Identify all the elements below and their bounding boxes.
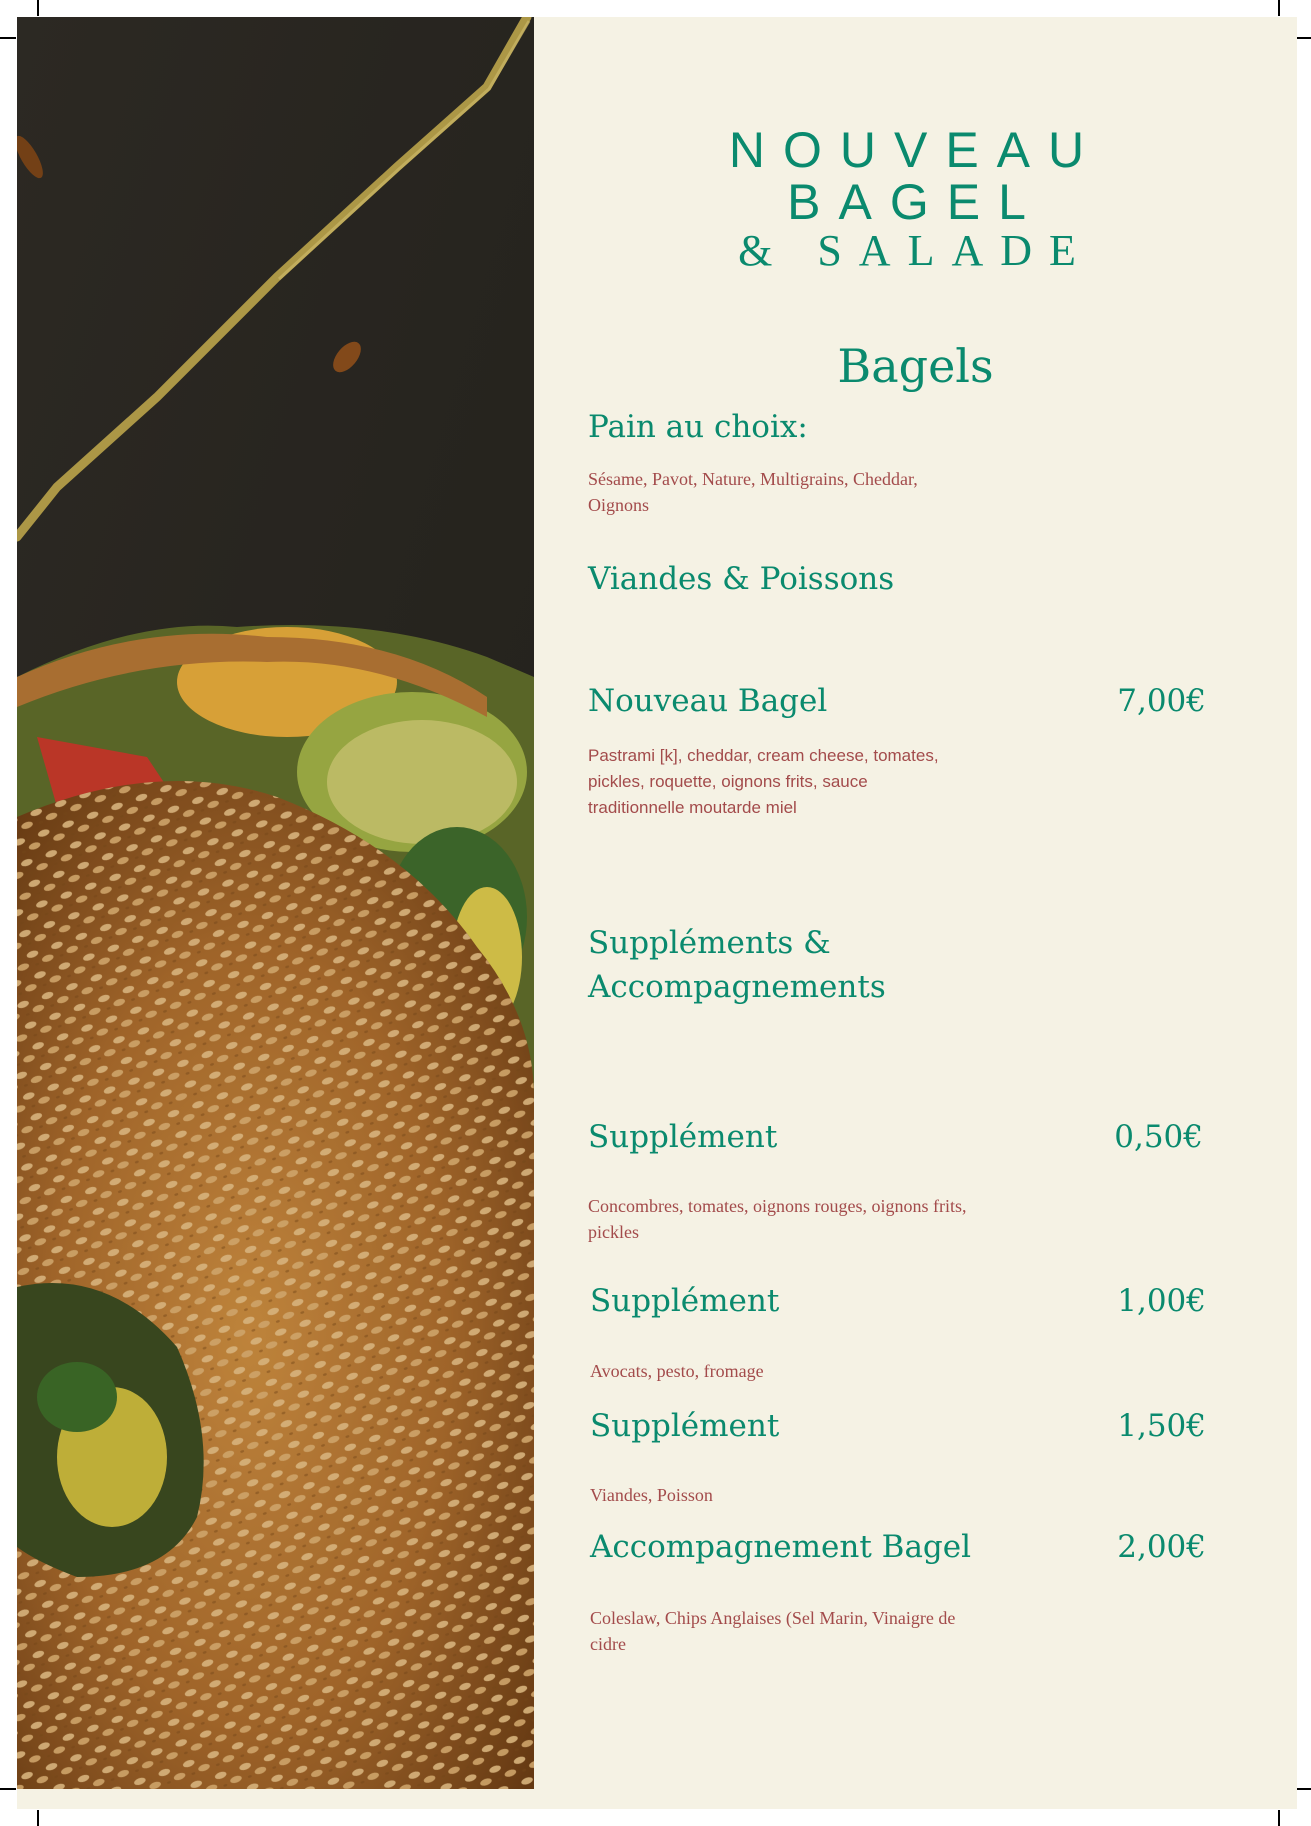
extra-item-name: Supplément [590, 1283, 780, 1319]
menu-item-price: 7,00€ [1117, 683, 1206, 719]
crop-mark-top-right-v [1278, 0, 1280, 16]
extra-item-description: Avocats, pesto, fromage [590, 1361, 764, 1381]
crop-mark-top-left-v [37, 0, 39, 16]
menu-content [534, 17, 1297, 1809]
menu-item-description: Pastrami [k], cheddar, cream cheese, tomates, pickles, roquette, oignons frits, sauce traditionnelle moutarde miel [588, 746, 939, 817]
menu-page [17, 17, 1297, 1809]
crop-mark-bottom-right-h [1297, 1788, 1311, 1790]
extra-item-name: Accompagnement Bagel [590, 1529, 972, 1565]
extra-item-name: Supplément [588, 1119, 778, 1155]
meats-heading: Viandes & Poissons [588, 561, 895, 597]
extra-item-description: Viandes, Poisson [590, 1485, 713, 1505]
extra-item-price: 2,00€ [1117, 1529, 1206, 1565]
bread-options: Sésame, Pavot, Nature, Multigrains, Cheddar, Oignons [588, 469, 918, 515]
section-title: Bagels [837, 339, 994, 393]
extra-item-price: 1,00€ [1117, 1283, 1206, 1319]
crop-mark-bottom-right-v [1278, 1810, 1280, 1826]
brand-line-3: & SALADE [738, 226, 1093, 275]
extra-item-name: Supplément [590, 1408, 780, 1444]
crop-mark-bottom-left-v [37, 1810, 39, 1826]
brand-line-2: BAGEL [787, 174, 1044, 230]
extra-item-description: Concombres, tomates, oignons rouges, oignons frits, pickles [588, 1196, 967, 1242]
bread-heading: Pain au choix: [588, 409, 808, 445]
menu-item-name: Nouveau Bagel [588, 683, 828, 719]
extras-heading: Suppléments & Accompagnements [588, 925, 886, 1005]
extra-item-price: 0,50€ [1114, 1119, 1203, 1155]
crop-mark-top-right-h [1297, 37, 1311, 39]
bagel-photo [17, 17, 534, 1789]
crop-mark-bottom-left-h [0, 1788, 16, 1790]
crop-mark-top-left-h [0, 37, 16, 39]
extra-item-price: 1,50€ [1117, 1408, 1206, 1444]
extra-item-description: Coleslaw, Chips Anglaises (Sel Marin, Vinaigre de cidre [590, 1608, 956, 1654]
brand-line-1: NOUVEAU [728, 122, 1103, 178]
